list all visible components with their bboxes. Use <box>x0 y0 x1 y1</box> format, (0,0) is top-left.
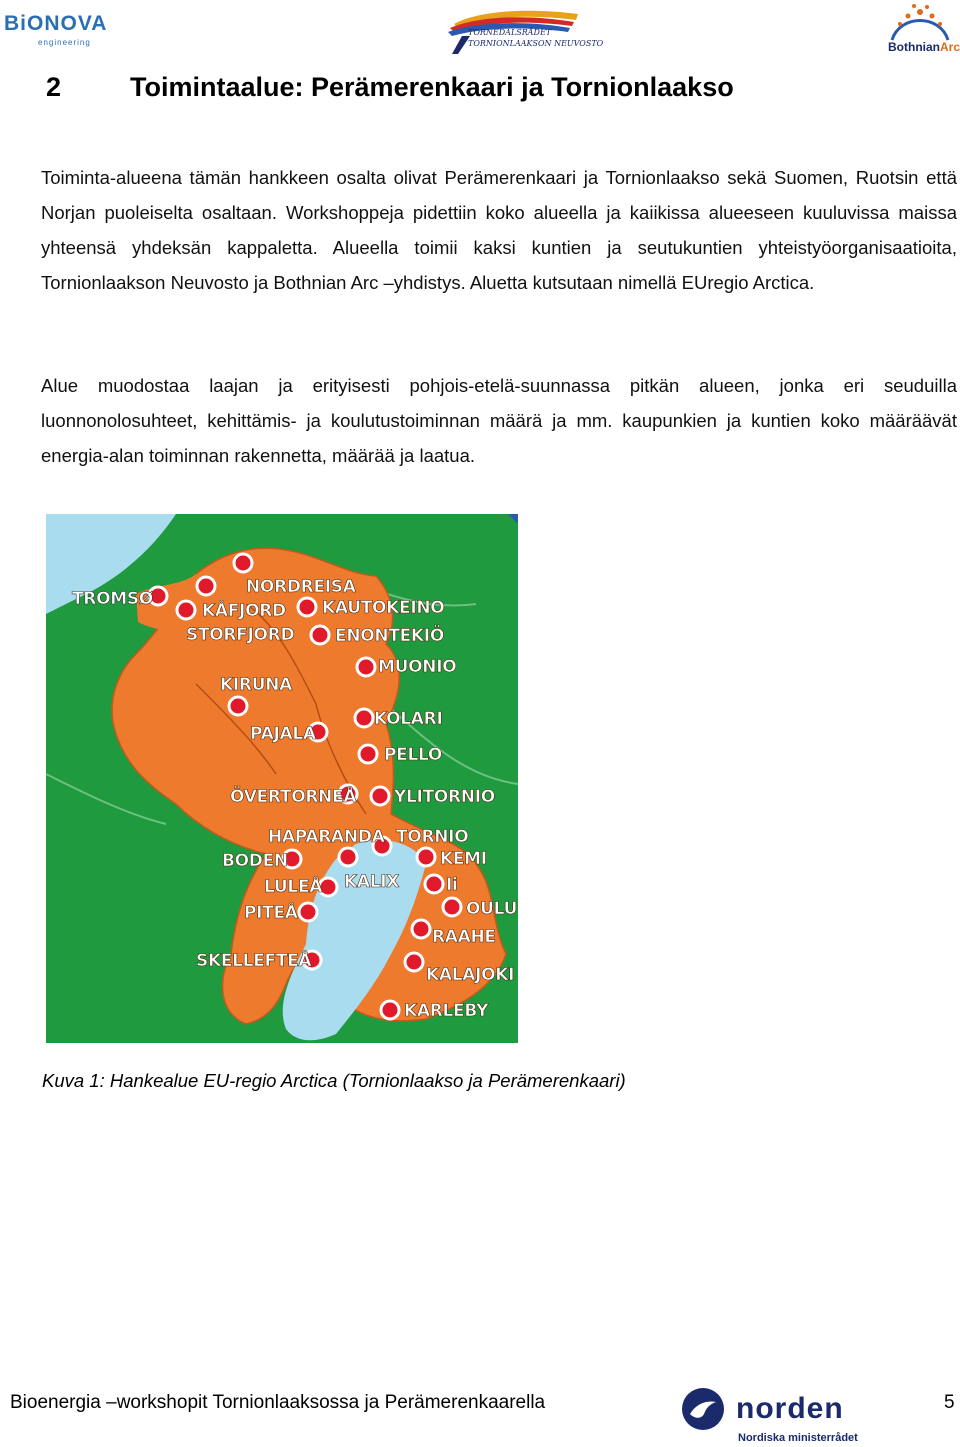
tornio-logo-line2: TORNIONLAAKSON NEUVOSTO <box>468 39 604 48</box>
norden-logo <box>680 1386 876 1446</box>
page-number: 5 <box>944 1392 955 1413</box>
marker-pello <box>359 745 377 763</box>
label-oulu: OULU <box>466 899 518 919</box>
marker-pitea <box>299 903 317 921</box>
bionova-wordmark: BiONOVA <box>4 12 108 35</box>
label-tromso: TROMSØ <box>72 589 153 609</box>
marker-kafjord <box>197 577 215 595</box>
marker-kolari <box>355 709 373 727</box>
label-ii: Ii <box>446 875 458 895</box>
label-ylitornio: YLITORNIO <box>394 787 495 807</box>
label-raahe: RAAHE <box>432 927 496 947</box>
marker-ylitornio <box>371 787 389 805</box>
marker-kalix <box>339 848 357 866</box>
marker-muonio <box>357 658 375 676</box>
marker-nordreisa <box>234 554 252 572</box>
body-paragraph-1: Toiminta-alueena tämän hankkeen osalta olivat Perämerenkaari ja Tornionlaakso sekä Suomen, Ruotsin että Norjan puoleiselta osaltaan. Workshoppeja pidettiin koko alueella ja kaiikissa alueeseen kuuluvissa maissa yhteensä yhdeksän kappaletta. Alueella toimii kaksi kuntien ja seutukuntien yhteistyöorganisaatioita, Tornionlaakson Neuvosto ja Bothnian Arc –yhdistys. Aluetta kutsutaan nimellä EUregio Arctica. <box>41 167 957 293</box>
label-kafjord: KÅFJORD <box>202 601 286 621</box>
figure-caption: Kuva 1: Hankealue EU-regio Arctica (Tornionlaakso ja Perämerenkaari) <box>42 1070 626 1091</box>
label-pello: PELLO <box>384 745 443 765</box>
label-storfjord: STORFJORD <box>186 625 295 645</box>
region-map-svg <box>46 514 518 1043</box>
label-pitea: PITEÅ <box>244 903 298 923</box>
marker-karleby <box>381 1001 399 1019</box>
marker-enontekio <box>311 626 329 644</box>
tornio-logo-line1: TORNEDALSRÅDET <box>468 28 552 37</box>
label-pajala: PAJALA <box>250 724 316 744</box>
bothnian-arc-wordmark: BothnianArc <box>888 40 960 54</box>
tornionlaakson-neuvosto-logo <box>440 6 604 56</box>
norden-wordmark: norden <box>736 1392 844 1425</box>
marker-raahe <box>412 920 430 938</box>
norden-subtitle: Nordiska ministerrådet <box>738 1432 858 1444</box>
section-title: Toimintaalue: Perämerenkaari ja Tornionlaakso <box>130 72 734 102</box>
bothnian-arc-logo <box>882 2 958 58</box>
label-enontekio: ENONTEKIÖ <box>335 626 444 646</box>
marker-storfjord <box>298 598 316 616</box>
label-skelleftea: SKELLEFTEÅ <box>196 951 312 971</box>
label-kemi: KEMI <box>440 849 487 869</box>
label-boden: BODEN <box>222 851 288 871</box>
marker-ii <box>425 875 443 893</box>
label-haparanda: HAPARANDA <box>268 827 385 847</box>
marker-kiruna <box>229 697 247 715</box>
label-kiruna: KIRUNA <box>220 675 292 695</box>
label-overtornea: ÖVERTORNEÅ <box>230 787 357 807</box>
body-paragraph-2: Alue muodostaa laajan ja erityisesti pohjois-etelä-suunnassa pitkän alueen, jonka eri seuduilla luonnonolosuhteet, kehittämis- ja koulutustoiminnan määrä ja mm. kaupunkien ja kuntien koko määräävät energia-alan toiminnan rakennetta, määrää ja laatua. <box>41 375 957 466</box>
bothnian-arc-emblem <box>882 2 958 42</box>
label-kalix: KALIX <box>344 872 400 892</box>
marker-kautokeino <box>177 601 195 619</box>
marker-oulu <box>443 898 461 916</box>
label-kalajoki: KALAJOKI <box>426 965 515 985</box>
bionova-logo <box>4 12 108 47</box>
bionova-subtitle: engineering <box>38 38 91 47</box>
region-map <box>46 514 518 1043</box>
marker-kemi <box>417 848 435 866</box>
label-kautokeino: KAUTOKEINO <box>322 598 445 618</box>
section-number: 2 <box>46 72 62 102</box>
label-tornio: TORNIO <box>396 827 469 847</box>
label-muonio: MUONIO <box>378 657 457 677</box>
marker-kalajoki <box>405 953 423 971</box>
label-lulea: LULEÅ <box>264 877 323 897</box>
norden-swan-emblem <box>680 1386 730 1432</box>
label-karleby: KARLEBY <box>404 1001 489 1021</box>
label-kolari: KOLARI <box>374 709 443 729</box>
footer-title: Bioenergia –workshopit Tornionlaaksossa ja Perämerenkaarella <box>10 1392 546 1413</box>
label-nordreisa: NORDREISA <box>246 577 356 597</box>
